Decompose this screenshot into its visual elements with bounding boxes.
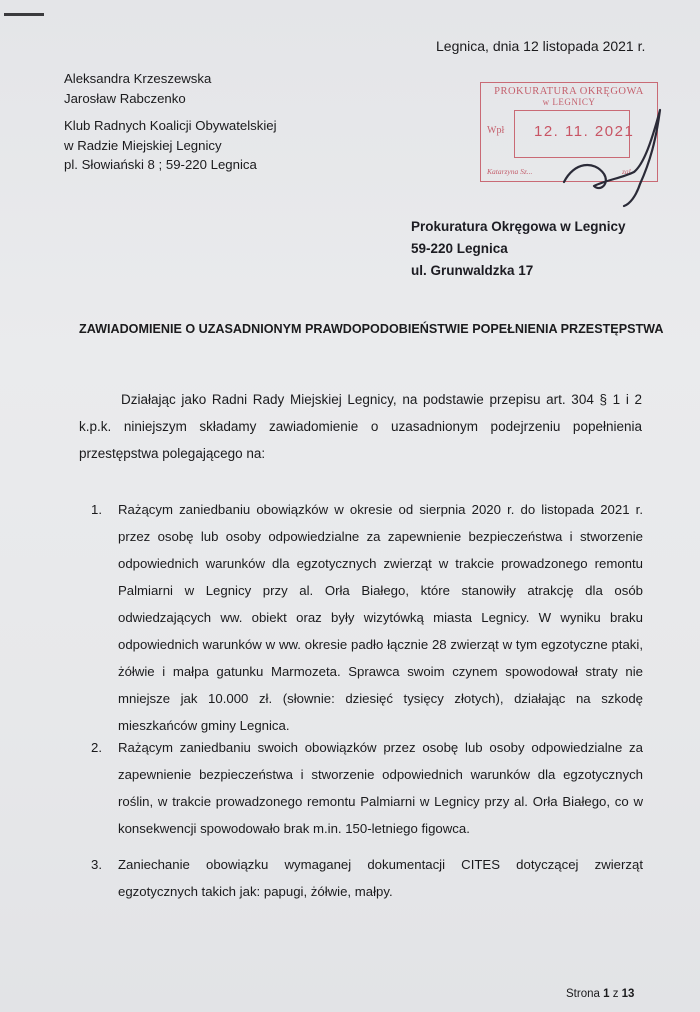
document-title: ZAWIADOMIENIE O UZASADNIONYM PRAWDOPODOBIEŃSTWIE POPEŁNIENIA PRZESTĘPSTWA — [79, 322, 664, 336]
list-item — [91, 851, 643, 905]
stamp-date: 12. 11. 2021 — [534, 123, 635, 140]
list-item — [91, 734, 643, 851]
recipient-block — [411, 216, 626, 282]
stamp-line-1: PROKURATURA OKRĘGOWA — [494, 86, 644, 97]
sender-name-2: Jarosław Rabczenko — [64, 90, 186, 106]
list-item-number: 2. — [91, 740, 102, 755]
sender-club-1: Klub Radnych Koalicji Obywatelskiej — [64, 118, 277, 133]
sender-address: pl. Słowiański 8 ; 59-220 Legnica — [64, 157, 257, 172]
list-item-text: Rażącym zaniedbaniu obowiązków w okresie od sierpnia 2020 r. do listopada 2021 r. przez osobę lub osoby odpowiedzialne za zapewnienie bezpieczeństwa i stworzenie odpowiednich warunków dla egzotycznych zwierząt w trakcie prowadzonego remontu Palmiarni w Legnicy przy al. Orła Białego, które stanowiły atrakcję dla osób odwiedzających ww. obiekt oraz były wizytówką miasta Legnicy. W wyniku braku odpowiednich warunków w ww. okresie padło łącznie 28 zwierząt w tym egzotyczne ptaki, żółwie i małpa gatunku Marmozeta. Sprawca swoim czynem spowodował straty nie mniejsze jak 10.000 zł. (słownie: dziesięć tysięcy złotych), działając na szkodę mieszkańców gminy Legnica. — [118, 502, 643, 733]
allegations-list — [91, 496, 643, 905]
stamp-wpl-label: Wpł — [487, 125, 505, 136]
list-item-number: 1. — [91, 502, 102, 517]
stamp-line-2: w LEGNICY — [542, 97, 596, 107]
list-item-text: Zaniechanie obowiązku wymaganej dokumentacji CITES dotyczącej zwierząt egzotycznych takich jak: papugi, żółwie, małpy. — [118, 857, 643, 899]
recipient-line-2: 59-220 Legnica — [411, 241, 508, 256]
stamp-signature-label: Katarzyna Sz... — [487, 167, 533, 176]
date-line: Legnica, dnia 12 listopada 2021 r. — [436, 38, 646, 54]
page-separator: z — [612, 988, 619, 1000]
page-label: Strona — [566, 988, 600, 1000]
list-item-number: 3. — [91, 857, 102, 872]
recipient-line-1: Prokuratura Okręgowa w Legnicy — [411, 219, 626, 234]
page-number — [566, 988, 634, 1000]
sender-club-2: w Radzie Miejskiej Legnicy — [64, 137, 222, 153]
sender-block — [64, 69, 277, 175]
sender-name-1: Aleksandra Krzeszewska — [64, 71, 212, 86]
handwritten-signature — [560, 100, 670, 210]
list-item — [91, 496, 643, 734]
page-current: 1 — [603, 988, 610, 1000]
stamp-attachment-label: zal. — [622, 167, 633, 176]
list-item-text: Rażącym zaniedbaniu swoich obowiązków przez osobę lub osoby odpowiedzialne za zapewnienie bezpieczeństwa i stworzenie odpowiednich warunków dla egzotycznych roślin, w trakcie prowadzonego remontu Palmiarni w Legnicy przy al. Orła Białego, co w konsekwencji spowodowało brak m.in. 150-letniego figowca. — [118, 740, 643, 836]
recipient-line-3: ul. Grunwaldzka 17 — [411, 263, 534, 278]
intro-text: Działając jako Radni Rady Miejskiej Legnicy, na podstawie przepisu art. 304 § 1 i 2 k.p.k. niniejszym składamy zawiadomienie o uzasadnionym podejrzeniu popełnienia przestępstwa polegającego na: — [79, 392, 642, 461]
scan-edge-mark — [4, 13, 44, 16]
page-total: 13 — [621, 988, 635, 1000]
intro-paragraph — [79, 386, 642, 467]
